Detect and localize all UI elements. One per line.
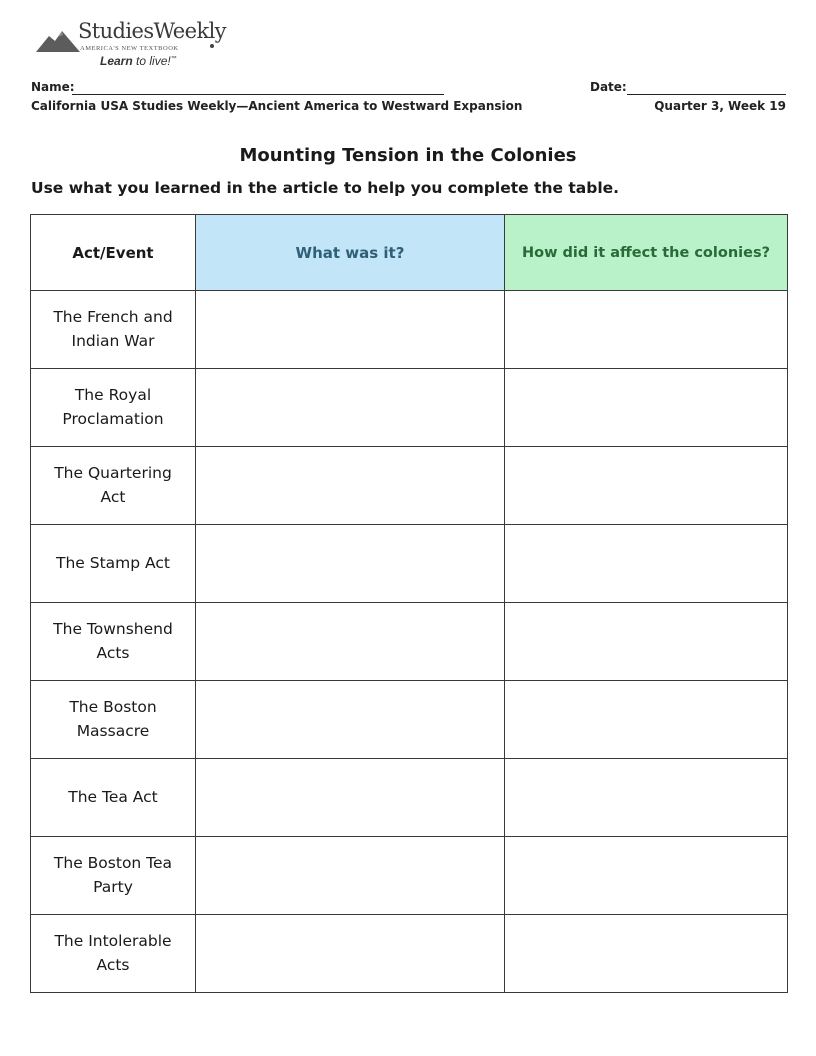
event-cell bbox=[31, 525, 196, 603]
event-line-1: The Townshend bbox=[53, 620, 173, 639]
events-table bbox=[30, 214, 788, 993]
event-line-1: The Tea Act bbox=[68, 787, 158, 806]
logo-tagline-rest: to live! bbox=[132, 54, 171, 68]
page-title: Mounting Tension in the Colonies bbox=[239, 145, 577, 166]
table-row bbox=[31, 291, 788, 369]
event-line-2: Acts bbox=[96, 955, 130, 974]
what-was-it-cell[interactable] bbox=[196, 681, 505, 759]
studies-weekly-logo bbox=[36, 16, 226, 72]
event-line-1: The Quartering bbox=[54, 464, 172, 483]
logo-tagline-bold: Learn bbox=[100, 54, 133, 68]
what-was-it-cell[interactable] bbox=[196, 603, 505, 681]
table-header-row bbox=[31, 215, 788, 291]
table-row bbox=[31, 369, 788, 447]
effect-cell[interactable] bbox=[505, 525, 788, 603]
table-row bbox=[31, 681, 788, 759]
event-line-2: Massacre bbox=[76, 721, 150, 740]
table-row bbox=[31, 837, 788, 915]
what-was-it-cell[interactable] bbox=[196, 759, 505, 837]
event-cell bbox=[31, 291, 196, 369]
date-label: Date: bbox=[590, 80, 627, 94]
effect-cell[interactable] bbox=[505, 759, 788, 837]
event-line-1: The Royal bbox=[74, 386, 152, 405]
event-cell bbox=[31, 447, 196, 525]
what-was-it-cell[interactable] bbox=[196, 837, 505, 915]
event-line-1: The Intolerable bbox=[54, 932, 172, 951]
event-line-2: Party bbox=[93, 877, 133, 896]
event-line-1: The Boston bbox=[69, 698, 157, 717]
event-line-2: Act bbox=[100, 487, 126, 506]
event-line-1: The French and bbox=[53, 308, 173, 327]
header-effect: How did it affect the colonies? bbox=[505, 215, 788, 291]
logo-registered-mark bbox=[210, 44, 214, 48]
logo-subtitle: AMERICA'S NEW TEXTBOOK bbox=[80, 45, 179, 52]
header-act-event: Act/Event bbox=[31, 215, 196, 291]
event-cell bbox=[31, 603, 196, 681]
table-row bbox=[31, 525, 788, 603]
header-what-was-it: What was it? bbox=[196, 215, 505, 291]
event-line-2: Acts bbox=[96, 643, 130, 662]
effect-cell[interactable] bbox=[505, 603, 788, 681]
table-row bbox=[31, 759, 788, 837]
effect-cell[interactable] bbox=[505, 447, 788, 525]
event-cell bbox=[31, 369, 196, 447]
event-cell bbox=[31, 837, 196, 915]
logo-tagline bbox=[100, 54, 177, 68]
event-cell bbox=[31, 759, 196, 837]
what-was-it-cell[interactable] bbox=[196, 915, 505, 993]
mountain-logo-icon bbox=[36, 28, 80, 52]
effect-cell[interactable] bbox=[505, 915, 788, 993]
effect-cell[interactable] bbox=[505, 681, 788, 759]
logo-tagline-tm: ™ bbox=[170, 56, 177, 62]
what-was-it-cell[interactable] bbox=[196, 369, 505, 447]
date-line[interactable] bbox=[627, 94, 786, 95]
instructions: Use what you learned in the article to help you complete the table. bbox=[31, 179, 620, 197]
effect-cell[interactable] bbox=[505, 369, 788, 447]
what-was-it-cell[interactable] bbox=[196, 525, 505, 603]
effect-cell[interactable] bbox=[505, 837, 788, 915]
event-line-2: Indian War bbox=[71, 331, 155, 350]
logo-brand: StudiesWeekly bbox=[78, 19, 226, 43]
table-row bbox=[31, 915, 788, 993]
quarter-week: Quarter 3, Week 19 bbox=[654, 99, 786, 113]
publication-title: California USA Studies Weekly—Ancient America to Westward Expansion bbox=[31, 99, 523, 113]
event-line-1: The Boston Tea bbox=[53, 854, 173, 873]
name-line[interactable] bbox=[72, 94, 444, 95]
event-line-1: The Stamp Act bbox=[56, 553, 170, 572]
event-cell bbox=[31, 681, 196, 759]
effect-cell[interactable] bbox=[505, 291, 788, 369]
what-was-it-cell[interactable] bbox=[196, 447, 505, 525]
what-was-it-cell[interactable] bbox=[196, 291, 505, 369]
event-line-2: Proclamation bbox=[62, 409, 164, 428]
name-label: Name: bbox=[31, 80, 75, 94]
table-row bbox=[31, 603, 788, 681]
event-cell bbox=[31, 915, 196, 993]
table-row bbox=[31, 447, 788, 525]
